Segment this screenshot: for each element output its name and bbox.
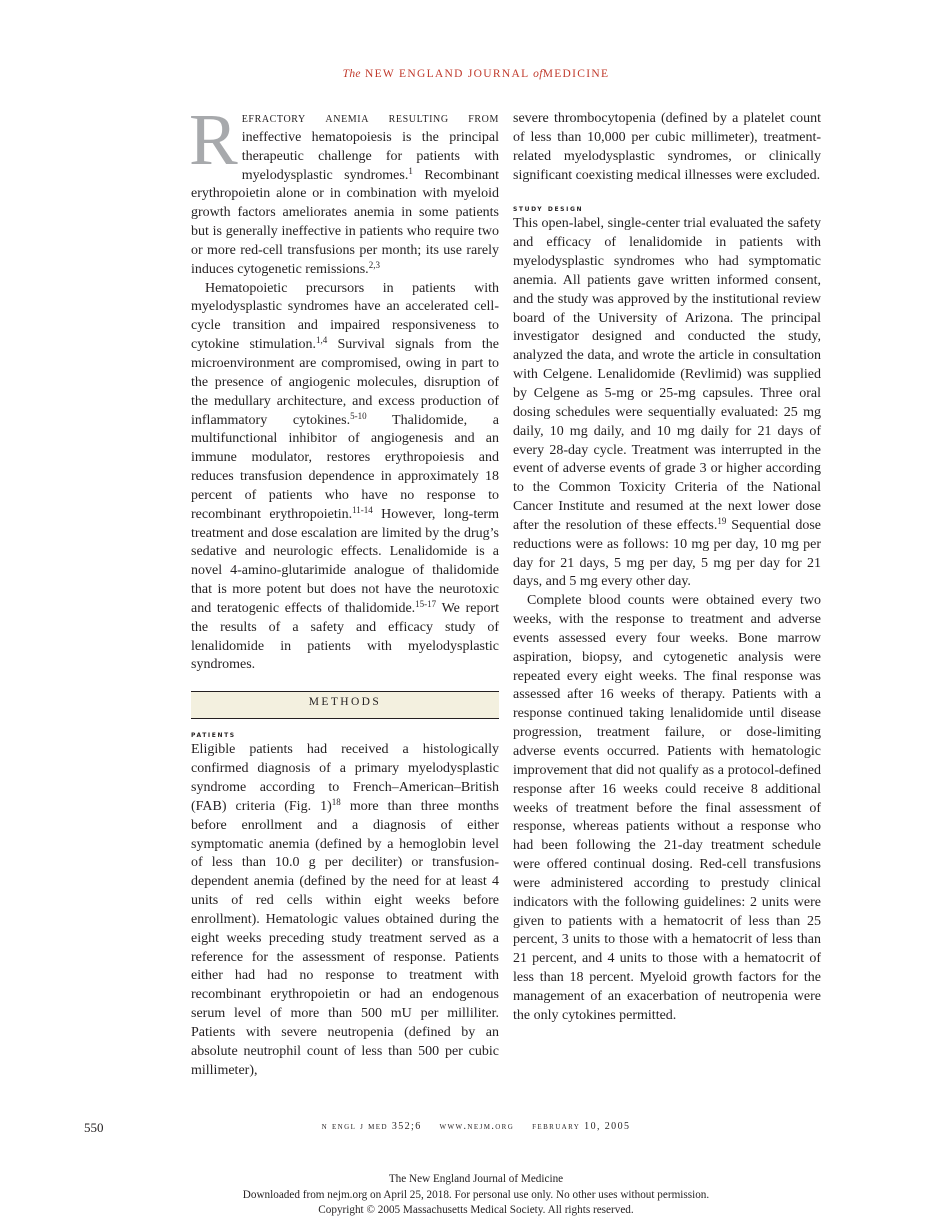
intro-text: Hematopoietic precursors in patients with myelodysplastic syndromes have an accelerated cell-cycle transition and impaired responsiveness to cytokine stimulation. — [191, 280, 499, 353]
journal-middle: NEW ENGLAND JOURNAL — [365, 68, 529, 80]
download-disclaimer — [0, 1172, 952, 1219]
intro-paragraph-2 — [191, 280, 499, 676]
design-paragraph-2: Complete blood counts were obtained every two weeks, with the response to treatment and adverse events assessed every four weeks. Bone marrow aspiration, biopsy, and cytogenetic analysis were repeated every eight weeks. The final response was assessed after 16 weeks of therapy. Patients with a response continued taking lenalidomide until disease progression, treatment failure, or dose-limiting adverse events occurred. Patients with hematologic improvement that did not qualify as a protocol-defined response after 16 weeks could receive 8 additional weeks of treatment before the final assessment of response, whereas patients without a response who had been following the 21-day treatment schedule were offered continual dosing. Red-cell transfusions were administered according to prestudy clinical indicators with the following guidelines: 2 units were given to patients with a hematocrit of less than 25 percent, 3 units to those with a hematocrit of less than 21 percent, and 4 units to those with a hematocrit of less than 18 percent. Myeloid growth factors for the management of an exacerbation of neutropenia were the only cytokines permitted. — [513, 593, 821, 1023]
patients-subheading: patients — [191, 730, 236, 741]
right-column — [513, 110, 821, 1026]
disclaimer-copyright: Copyright © 2005 Massachusetts Medical Society. All rights reserved. — [318, 1204, 634, 1217]
drop-cap: R — [189, 99, 238, 180]
issue-date: february 10, 2005 — [532, 1121, 631, 1132]
patients-paragraph-continued: severe thrombocytopenia (defined by a platelet count of less than 10,000 per cubic millimeter), treatment-related myelodysplastic syndromes, or clinically significant coexisting medical illnesses were excluded. — [513, 111, 821, 183]
methods-heading: METHODS — [191, 691, 499, 719]
intro-text: However, long-term treatment and dose escalation are limited by the drug’s sedative and neurologic effects. Lenalidomide is a novel 4-amino-glutarimide analogue of thalidomide that is more potent but does not have the neurotoxic and teratogenic effects of thalidomide. — [191, 506, 499, 616]
intro-text: ineffective hematopoiesis is the principal therapeutic challenge for patients with myelodysplastic syndromes. — [241, 129, 499, 183]
reference: 11-14 — [352, 504, 373, 515]
reference: 5-10 — [350, 410, 367, 421]
patients-paragraph — [191, 741, 499, 1080]
design-text: Sequential dose reductions were as follows: 10 mg per day, 10 mg per day for 21 days, 5 mg per day, 5 mg per day for 21 days, and 5 mg every other day. — [513, 517, 821, 590]
journal-prefix: The — [342, 68, 361, 80]
reference: 2,3 — [368, 259, 380, 270]
reference: 19 — [717, 515, 727, 526]
patients-text: Eligible patients had received a histologically confirmed diagnosis of a primary myelodysplastic syndrome according to French–American–British (FAB) criteria (Fig. 1) — [191, 742, 499, 814]
left-column — [189, 99, 500, 1081]
intro-text: Thalidomide, a multifunctional inhibitor of angiogenesis and an immune modulator, restores erythropoiesis and reduces transfusion dependence in approximately 18 percent of patients who have no response to recombinant erythropoietin. — [191, 412, 500, 522]
footer-citation — [0, 1121, 952, 1132]
design-text: This open-label, single-center trial evaluated the safety and efficacy of lenalidomide in patients with myelodysplastic syndromes who had symptomatic anemia. All patients gave written informed consent, and the study was approved by the institutional review board of the University of Arizona. The principal investigator designed and conducted the study, analyzed the data, and wrote the article in consultation with Celgene. Lenalidomide (Revlimid) was supplied by Celgene as 5-mg or 25-mg capsules. Three oral dosing schedules were sequentially evaluated: 25 mg daily, 10 mg daily, and 10 mg daily for 21 days of every 28-day cycle. Treatment was interrupted in the event of adverse events of grade 3 or higher according to the Common Toxicity Criteria of the National Cancer Institute and resumed at the next lower dose after the resolution of these effects. — [513, 216, 821, 533]
intro-paragraph-1 — [189, 99, 499, 280]
disclaimer-download: Downloaded from nejm.org on April 25, 2018. For personal use only. No other uses without permission. — [242, 1188, 710, 1201]
reference: 1,4 — [315, 335, 328, 346]
patients-text: more than three months before enrollment and a diagnosis of either symptomatic anemia (defined by a hemoglobin level of less than 10.0 g per deciliter) or transfusion-dependent anemia (defined by the need for at least 4 units of red cells within eight weeks before enrollment). Hematologic values obtained during the eight weeks preceding study treatment served as a reference for the assessment of response. Patients either had had no response to treatment with recombinant erythropoietin or had an endogenous serum level of more than 500 mU per milliliter. Patients with severe neutropenia (defined by an absolute neutrophil count of less than 500 per cubic millimeter), — [191, 798, 500, 1078]
intro-lead-caps: efractory anemia resulting from — [241, 111, 499, 126]
journal-end: MEDICINE — [542, 68, 610, 80]
study-design-subheading: study design — [513, 204, 584, 215]
reference: 15-17 — [415, 598, 437, 609]
citation: n engl j med 352;6 — [321, 1121, 422, 1132]
reference: 18 — [331, 796, 341, 807]
website: www.nejm.org — [439, 1121, 515, 1132]
journal-of: of — [533, 68, 543, 80]
intro-text: Survival signals from the microenvironment are compromised, owing in part to the presence of angiogenic molecules, disruption of the medullary architecture, and excess production of inflammatory cytokines. — [191, 337, 499, 428]
intro-text: We report the results of a safety and efficacy study of lenalidomide in patients with myelodysplastic syndromes. — [191, 600, 499, 673]
page-number: 550 — [84, 1120, 104, 1135]
reference: 1 — [408, 165, 413, 176]
design-paragraph-1 — [513, 215, 821, 592]
disclaimer-journal: The New England Journal of Medicine — [388, 1173, 564, 1185]
intro-text: Recombinant erythropoietin alone or in combination with myeloid growth factors ameliorates anemia in some patients but is generally ineffective in patients who require two or more red-cell transfusions per month; its use rarely induces cytogenetic remissions. — [191, 167, 499, 277]
running-head — [0, 68, 952, 80]
